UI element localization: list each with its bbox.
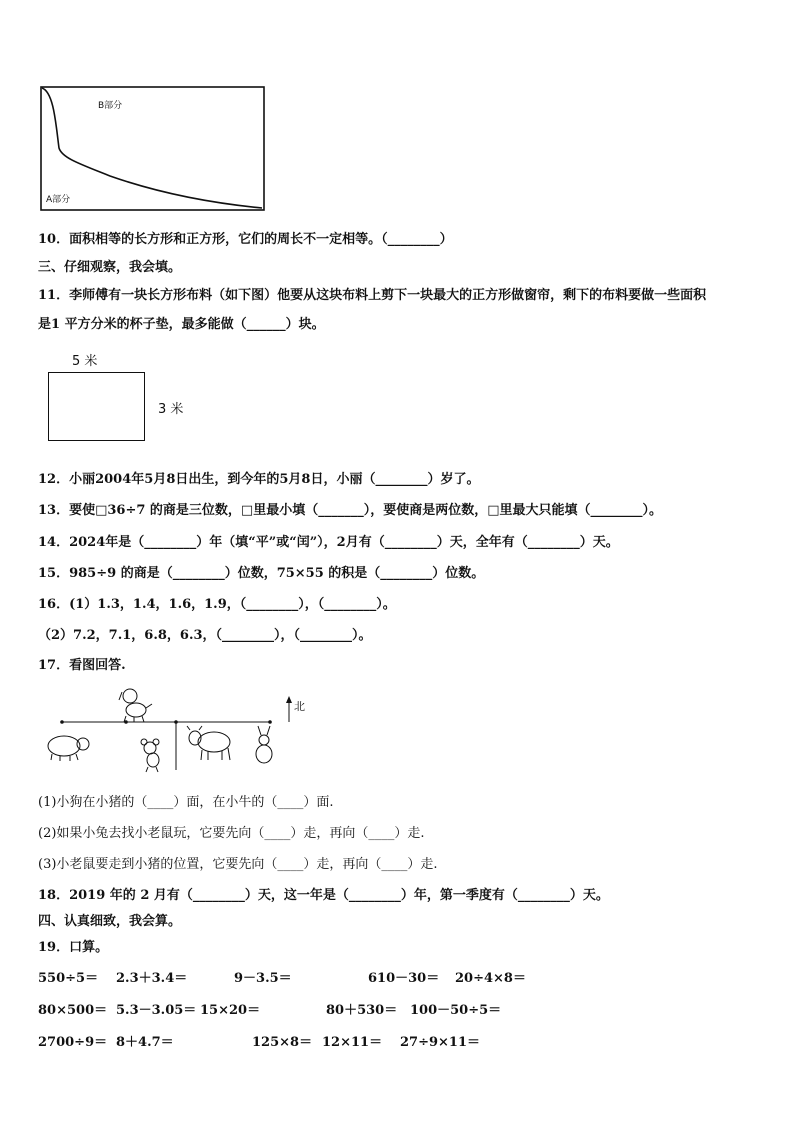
question-12: 12．小丽2004年5月8日出生，到今年的5月8日，小丽（________）岁了。 — [38, 472, 480, 487]
area-figure — [40, 86, 266, 212]
north-label: 北 — [294, 700, 305, 713]
mouse-icon — [141, 739, 159, 772]
question-19-title: 19．口算。 — [38, 940, 109, 955]
label-a-part: A部分 — [46, 195, 71, 205]
rabbit-icon — [256, 726, 272, 763]
question-11-line1: 11．李师傅有一块长方形布料（如下图）他要从这块布料上剪下一块最大的正方形做窗帘，剩下的布料要做一些面积 — [38, 288, 707, 303]
question-18: 18．2019 年的 2 月有（________）天，这一年是（________）年，第一季度有（________）天。 — [38, 888, 609, 903]
calc-item: 20÷4×8＝ — [455, 971, 526, 986]
calc-item: 100－50÷5＝ — [410, 1003, 502, 1018]
question-15: 15．985÷9 的商是（________）位数，75×55 的积是（________）位数。 — [38, 566, 485, 581]
question-13: 13．要使□36÷7 的商是三位数，□里最小填（_______），要使商是两位数，□里最大只能填（________）。 — [38, 503, 662, 518]
section-4-title: 四、认真细致，我会算。 — [38, 914, 182, 929]
question-17-sub3: (3)小老鼠要走到小猪的位置，它要先向（____）走，再向（____）走. — [38, 857, 438, 872]
question-10: 10．面积相等的长方形和正方形，它们的周长不一定相等。（________） — [38, 232, 453, 247]
calc-item: 8＋4.7＝ — [116, 1035, 174, 1050]
question-16-part1: 16．(1）1.3，1.4，1.6，1.9，（________），（________）。 — [38, 597, 396, 612]
calc-item: 2.3＋3.4＝ — [116, 971, 188, 986]
label-b-part: B部分 — [98, 101, 123, 111]
calc-item: 80＋530＝ — [326, 1003, 398, 1018]
dog-icon — [119, 689, 152, 722]
animals-map — [38, 684, 318, 774]
cloth-rectangle — [48, 372, 146, 442]
pig-icon — [48, 736, 89, 761]
rect-width-label: 5 米 — [72, 354, 98, 369]
calc-item: 15×20＝ — [200, 1003, 261, 1018]
section-3-title: 三、仔细观察，我会填。 — [38, 260, 182, 275]
rect-height-label: 3 米 — [158, 402, 184, 417]
calc-item: 610－30＝ — [368, 971, 440, 986]
question-11-line2: 是1 平方分米的杯子垫，最多能做（______）块。 — [38, 317, 325, 332]
question-16-part2: （2）7.2，7.1，6.8，6.3，（________），（________）。 — [38, 628, 372, 643]
calc-item: 80×500＝ — [38, 1003, 108, 1018]
calc-item: 12×11＝ — [322, 1035, 383, 1050]
calc-item: 27÷9×11＝ — [400, 1035, 481, 1050]
calc-item: 9－3.5＝ — [234, 971, 292, 986]
calc-item: 2700÷9＝ — [38, 1035, 108, 1050]
area-figure-border — [41, 87, 264, 210]
question-17-title: 17．看图回答. — [38, 658, 126, 673]
calc-item: 125×8＝ — [252, 1035, 313, 1050]
calc-item: 550÷5＝ — [38, 971, 99, 986]
area-figure-curve — [42, 88, 262, 208]
question-17-sub2: (2)如果小兔去找小老鼠玩，它要先向（____）走，再向（____）走. — [38, 826, 425, 841]
calc-item: 5.3－3.05＝ — [116, 1003, 197, 1018]
cow-icon — [187, 726, 230, 760]
question-17-sub1: (1)小狗在小猪的（____）面，在小牛的（____）面. — [38, 795, 334, 810]
question-14: 14．2024年是（________）年（填“平”或“闰”），2月有（________）天，全年有（________）天。 — [38, 535, 619, 550]
